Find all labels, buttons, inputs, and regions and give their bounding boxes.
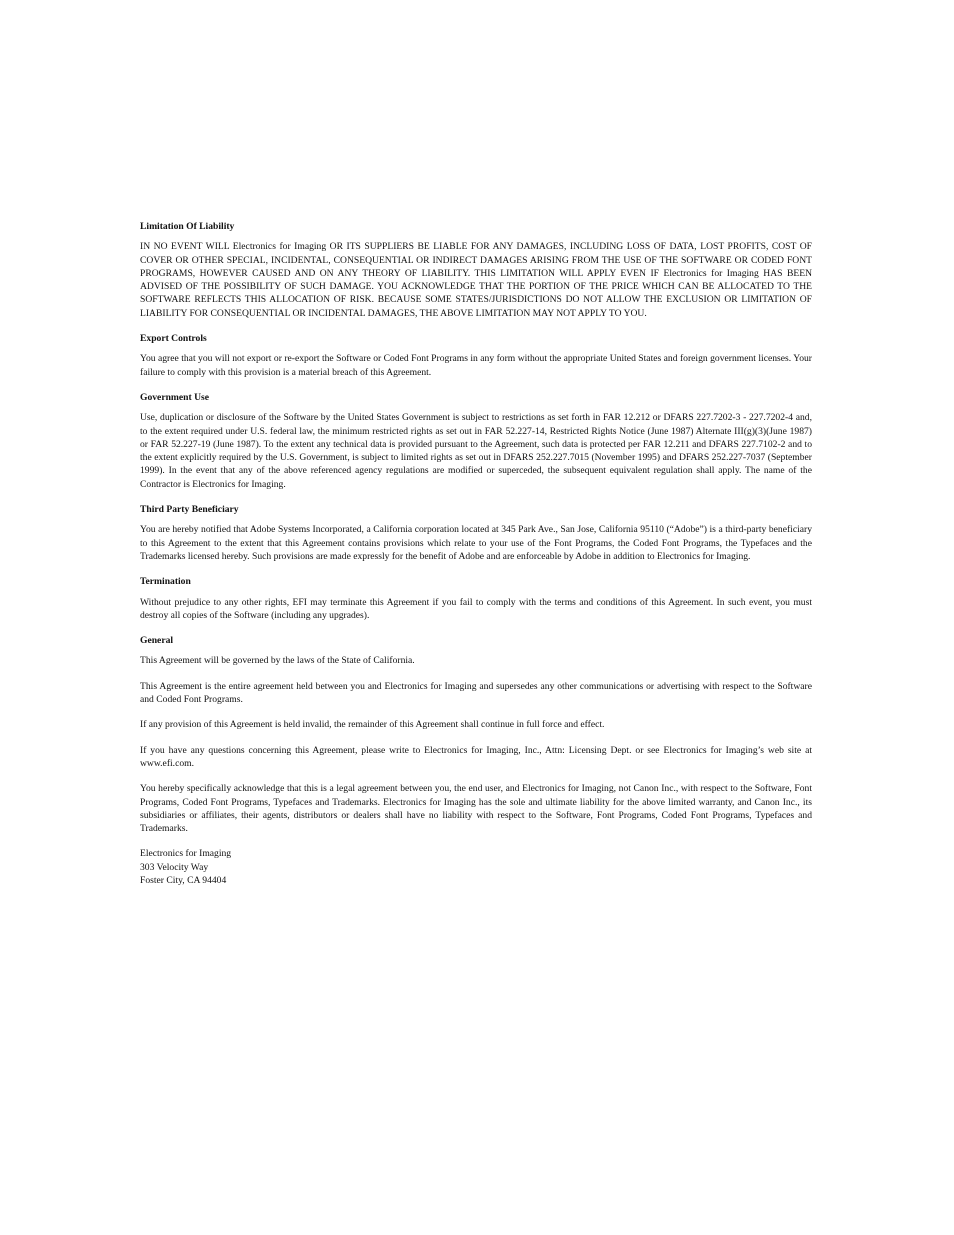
paragraph: You hereby specifically acknowledge that this is a legal agreement between you, the end user, and Electronics for Imaging, not Canon Inc., with respect to the Software, Font Programs, Coded Font Programs, Typefaces and Trademarks. Electronics for Imaging has the sole and ultimate liability for the above limited warranty, and Canon Inc., its subsidiaries or affiliates, their agents, distributors or dealers shall have no liability with respect to the Software, Font Programs, Coded Font Programs, Typefaces and Trademarks. xyxy=(140,783,812,835)
section-heading: Third Party Beneficiary xyxy=(140,504,239,516)
section-government-use xyxy=(140,391,812,491)
paragraph: You agree that you will not export or re-export the Software or Coded Font Programs in any form without the appropriate United States and foreign government licenses. Your failure to comply with this provision is a material breach of this Agreement. xyxy=(140,353,812,378)
company-address xyxy=(140,847,812,887)
paragraph: Use, duplication or disclosure of the Software by the United States Government is subject to restrictions as set forth in FAR 12.212 or DFARS 227.7202-3 - 227.7202-4 and, to the extent required under U.S. federal law, the minimum restricted rights as set out in FAR 52.227-14, Restricted Rights Notice (June 1987) Alternate III(g)(3)(June 1987) or FAR 52.227-19 (June 1987). To the extent any technical data is provided pursuant to the Agreement, such data is protected per FAR 12.211 and DFARS 227.7102-2 and to the extent explicitly required by the U.S. Government, is subject to limited rights as set out in DFARS 252.227.7015 (November 1995) and DFARS 252.227-7037 (September 1999). In the event that any of the above referenced agency regulations are modified or superceded, the subsequent equivalent regulation shall apply. The name of the Contractor is Electronics for Imaging. xyxy=(140,412,812,490)
paragraph: IN NO EVENT WILL Electronics for Imaging OR ITS SUPPLIERS BE LIABLE FOR ANY DAMAGES, INCLUDING LOSS OF DATA, LOST PROFITS, COST OF COVER OR OTHER SPECIAL, INCIDENTAL, CONSEQUENTIAL OR INDIRECT DAMAGES ARISING FROM THE USE OF THE SOFTWARE OR CODED FONT PROGRAMS, HOWEVER CAUSED AND ON ANY THEORY OF LIABILITY. THIS LIMITATION WILL APPLY EVEN IF Electronics for Imaging HAS BEEN ADVISED OF THE POSSIBILITY OF SUCH DAMAGE. YOU ACKNOWLEDGE THAT THE PORTION OF THE PRICE WHICH CAN BE ALLOCATED TO THE SOFTWARE REFLECTS THIS ALLOCATION OF RISK. BECAUSE SOME STATES/JURISDICTIONS DO NOT ALLOW THE EXCLUSION OR LIMITATION OF LIABILITY FOR CONSEQUENTIAL OR INCIDENTAL DAMAGES, THE ABOVE LIMITATION MAY NOT APPLY TO YOU. xyxy=(140,241,812,319)
paragraph: This Agreement is the entire agreement held between you and Electronics for Imaging and supersedes any other communications or advertising with respect to the Software and Coded Font Programs. xyxy=(140,680,812,706)
section-heading: General xyxy=(140,635,174,647)
paragraph: If any provision of this Agreement is held invalid, the remainder of this Agreement shall continue in full force and effect. xyxy=(140,719,605,731)
section-heading: Export Controls xyxy=(140,333,207,345)
address-company: Electronics for Imaging xyxy=(140,848,232,860)
address-city: Foster City, CA 94404 xyxy=(140,874,227,886)
paragraph: You are hereby notified that Adobe Systems Incorporated, a California corporation located at 345 Park Ave., San Jose, California 95110 (“Adobe”) is a third-party beneficiary to this Agreement to the extent that this Agreement contains provisions which relate to your use of the Font Programs, the Coded Font Programs, the Typefaces and the Trademarks licensed hereby. Such provisions are made expressly for the benefit of Adobe and are enforceable by Adobe in addition to Electronics for Imaging. xyxy=(140,524,812,562)
section-limitation-of-liability xyxy=(140,220,812,320)
section-third-party-beneficiary xyxy=(140,503,812,563)
section-heading: Limitation Of Liability xyxy=(140,221,235,232)
section-heading: Government Use xyxy=(140,391,210,403)
section-export-controls xyxy=(140,332,812,379)
section-heading: Termination xyxy=(140,576,191,588)
paragraph: Without prejudice to any other rights, EFI may terminate this Agreement if you fail to comply with the terms and conditions of this Agreement. In such event, you must destroy all copies of the Software (including any upgrades). xyxy=(140,596,812,621)
license-document xyxy=(140,220,812,887)
address-street: 303 Velocity Way xyxy=(140,861,209,873)
section-termination xyxy=(140,575,812,622)
paragraph: If you have any questions concerning this Agreement, please write to Electronics for Imaging, Inc., Attn: Licensing Dept. or see Electronics for Imaging’s web site at www.efi.com. xyxy=(140,744,812,769)
section-general xyxy=(140,634,812,835)
paragraph: This Agreement will be governed by the laws of the State of California. xyxy=(140,655,415,667)
